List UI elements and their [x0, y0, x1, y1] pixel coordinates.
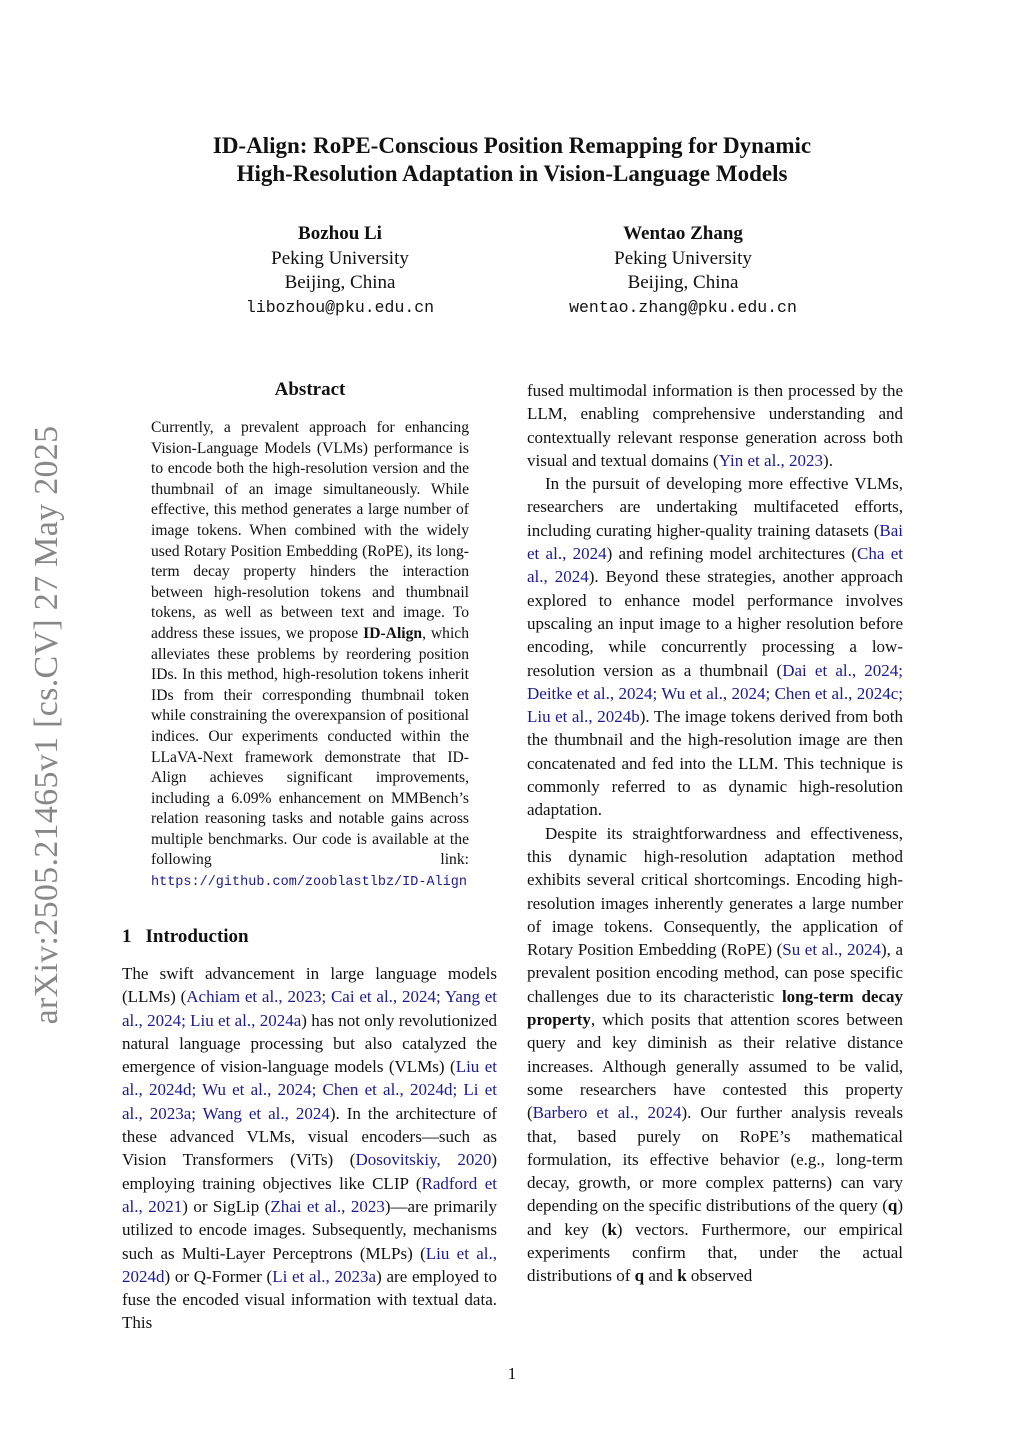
body-text: Despite its straightforwardness and effectiveness, this dynamic high-resolution adaptation method exhibits several critical shortcomings. Encoding high-resolution images inherently generates a large number of image tokens. Consequently, the application of Rotary Position Embedding (RoPE) (	[527, 823, 903, 960]
citation-link[interactable]: Bai et al., 2024	[527, 520, 903, 564]
author-email[interactable]: libozhou@pku.edu.cn	[245, 297, 435, 317]
method-name: ID-Align	[363, 624, 423, 642]
citation-link[interactable]: Li et al., 2023a	[272, 1266, 377, 1286]
arxiv-sidebar	[27, 420, 67, 1030]
math-symbol: k	[677, 1266, 687, 1286]
author-email[interactable]: wentao.zhang@pku.edu.cn	[569, 297, 797, 317]
body-text: ). The image tokens derived from both the thumbnail and the high-resolution image are then concatenated and fed into the LLM. This technique is commonly referred to as dynamic high-resolution adaptation.	[527, 707, 903, 820]
citation-link[interactable]: Radford et al., 2021	[122, 1173, 497, 1216]
title-line-1: ID-Align: RoPE-Conscious Position Remapping for Dynamic	[212, 133, 812, 158]
citation-link[interactable]: Liu et al., 2024d	[122, 1243, 497, 1286]
abstract-heading: Abstract	[274, 379, 346, 400]
body-text: ). In the architecture of these advanced VLMs, visual encoders—such as Vision Transformers (ViTs) (	[122, 1103, 497, 1170]
author-block-1	[180, 222, 500, 320]
author-affiliation: Peking University	[614, 247, 752, 269]
body-text: ) employing training objectives like CLIP (	[122, 1150, 498, 1193]
body-text: ), a prevalent position encoding method, can pose specific challenges due to its characteristic	[527, 940, 904, 1006]
body-text: ) has not only revolutionized natural language processing but also catalyzed the emergence of vision-language models (VLMs) (	[122, 1010, 497, 1077]
paper-title	[120, 132, 904, 188]
citation-link[interactable]: Zhai et al., 2023	[270, 1196, 385, 1216]
math-symbol: q	[634, 1266, 645, 1286]
body-text: ) and refining model architectures (	[606, 544, 858, 564]
intro-paragraph-continued	[527, 379, 903, 472]
body-text: The swift advancement in large language models (LLMs) (	[122, 964, 497, 1007]
citation-link[interactable]: Cha et al., 2024	[527, 544, 903, 587]
body-text: ) are employed to fuse the encoded visual information with textual data. This	[122, 1266, 497, 1333]
body-text: ) or SigLip (	[182, 1196, 271, 1216]
body-text: In the pursuit of developing more effective VLMs, researchers are undertaking multifaceted efforts, including curating higher-quality training datasets (	[527, 474, 903, 540]
intro-right-column	[527, 379, 903, 1288]
citation-link[interactable]: Yin et al., 2023	[718, 450, 824, 470]
body-text: ) and key (	[527, 1196, 903, 1239]
body-text: observed	[690, 1266, 753, 1286]
body-text: fused multimodal information is then processed by the LLM, enabling comprehensive understanding and contextually relevant response generation across both visual and textual domains (	[527, 381, 903, 470]
body-text: , which posits that attention scores between query and key diminish as their relative distance increases. Although generally assumed to be valid, some researchers have contested this property (	[527, 1010, 903, 1123]
body-text: ). Beyond these strategies, another approach explored to enhance model performance involves upscaling an input image to a higher resolution before encoding, while concurrently processing a low-resolution version as a thumbnail (	[527, 567, 903, 680]
body-text: ).	[823, 450, 833, 470]
code-link[interactable]: https://github.com/zooblastlbz/ID-Align	[151, 875, 467, 891]
author-block-2	[523, 222, 843, 320]
citation-link[interactable]: Su et al., 2024	[782, 940, 881, 960]
body-text: ) vectors. Furthermore, our empirical experiments confirm that, under the actual distributions of	[527, 1219, 903, 1286]
author-affiliation: Peking University	[271, 247, 409, 269]
intro-paragraph-2	[527, 472, 903, 821]
citation-link[interactable]: Barbero et al., 2024	[532, 1103, 682, 1123]
page-number: 1	[507, 1364, 517, 1383]
body-text: ). Our further analysis reveals that, based purely on RoPE’s mathematical formulation, its effective behavior (e.g., long-term decay, growth, or more complex patterns) can vary depending on the specific distributions of the query (	[527, 1103, 903, 1216]
author-name: Bozhou Li	[298, 223, 382, 244]
arxiv-identifier: arXiv:2505.21465v1 [cs.CV] 27 May 2025	[28, 425, 65, 1025]
abstract-text-1: Currently, a prevalent approach for enhancing Vision-Language Models (VLMs) performance is to encode both the high-resolution version and the thumbnail of an image simultaneously. While effective, this method generates a large number of image tokens. When combined with the widely used Rotary Position Embedding (RoPE), its long-term decay property hinders the interaction between high-resolution tokens and thumbnail tokens, as well as between text and image. To address these issues, we propose	[151, 419, 469, 642]
citation-link[interactable]: Dosovitskiy, 2020	[355, 1150, 492, 1170]
section-heading-introduction	[122, 926, 249, 948]
body-text: ) or Q-Former (	[164, 1266, 273, 1286]
citation-link[interactable]: Liu et al., 2024d; Wu et al., 2024; Chen et al., 2024d; Li et al., 2023a; Wang et al., 2024	[122, 1057, 497, 1123]
author-name: Wentao Zhang	[623, 223, 743, 244]
math-symbol: k	[607, 1219, 617, 1239]
body-text: and	[648, 1266, 673, 1286]
title-line-2: High-Resolution Adaptation in Vision-Language Models	[236, 161, 788, 186]
author-location: Beijing, China	[284, 272, 396, 293]
author-location: Beijing, China	[627, 272, 739, 293]
section-title: Introduction	[145, 926, 249, 947]
bold-term: long-term decay property	[527, 986, 903, 1030]
section-number: 1	[122, 926, 132, 947]
abstract-body	[151, 418, 469, 894]
citation-link[interactable]: Dai et al., 2024; Deitke et al., 2024; Wu et al., 2024; Chen et al., 2024c; Liu et al., 2024b	[527, 660, 903, 727]
intro-left-column	[122, 962, 497, 1335]
math-symbol: q	[887, 1196, 898, 1216]
intro-paragraph-1	[122, 962, 497, 1335]
abstract-text-2: , which alleviates these problems by reordering position IDs. In this method, high-resolution tokens inherit IDs from their corresponding thumbnail token while constraining the overexpansion of positional indices. Our experiments conducted within the LLaVA-Next framework demonstrate that ID-Align achieves significant improvements, including a 6.09% enhancement on MMBench’s relation reasoning tasks and notable gains across multiple benchmarks. Our code is available at the following link:	[151, 624, 470, 869]
body-text: )—are primarily utilized to encode images. Subsequently, mechanisms such as Multi-Layer Perceptrons (MLPs) (	[122, 1196, 497, 1263]
intro-paragraph-3	[527, 822, 903, 1288]
citation-link[interactable]: Achiam et al., 2023; Cai et al., 2024; Yang et al., 2024; Liu et al., 2024a	[122, 987, 497, 1030]
